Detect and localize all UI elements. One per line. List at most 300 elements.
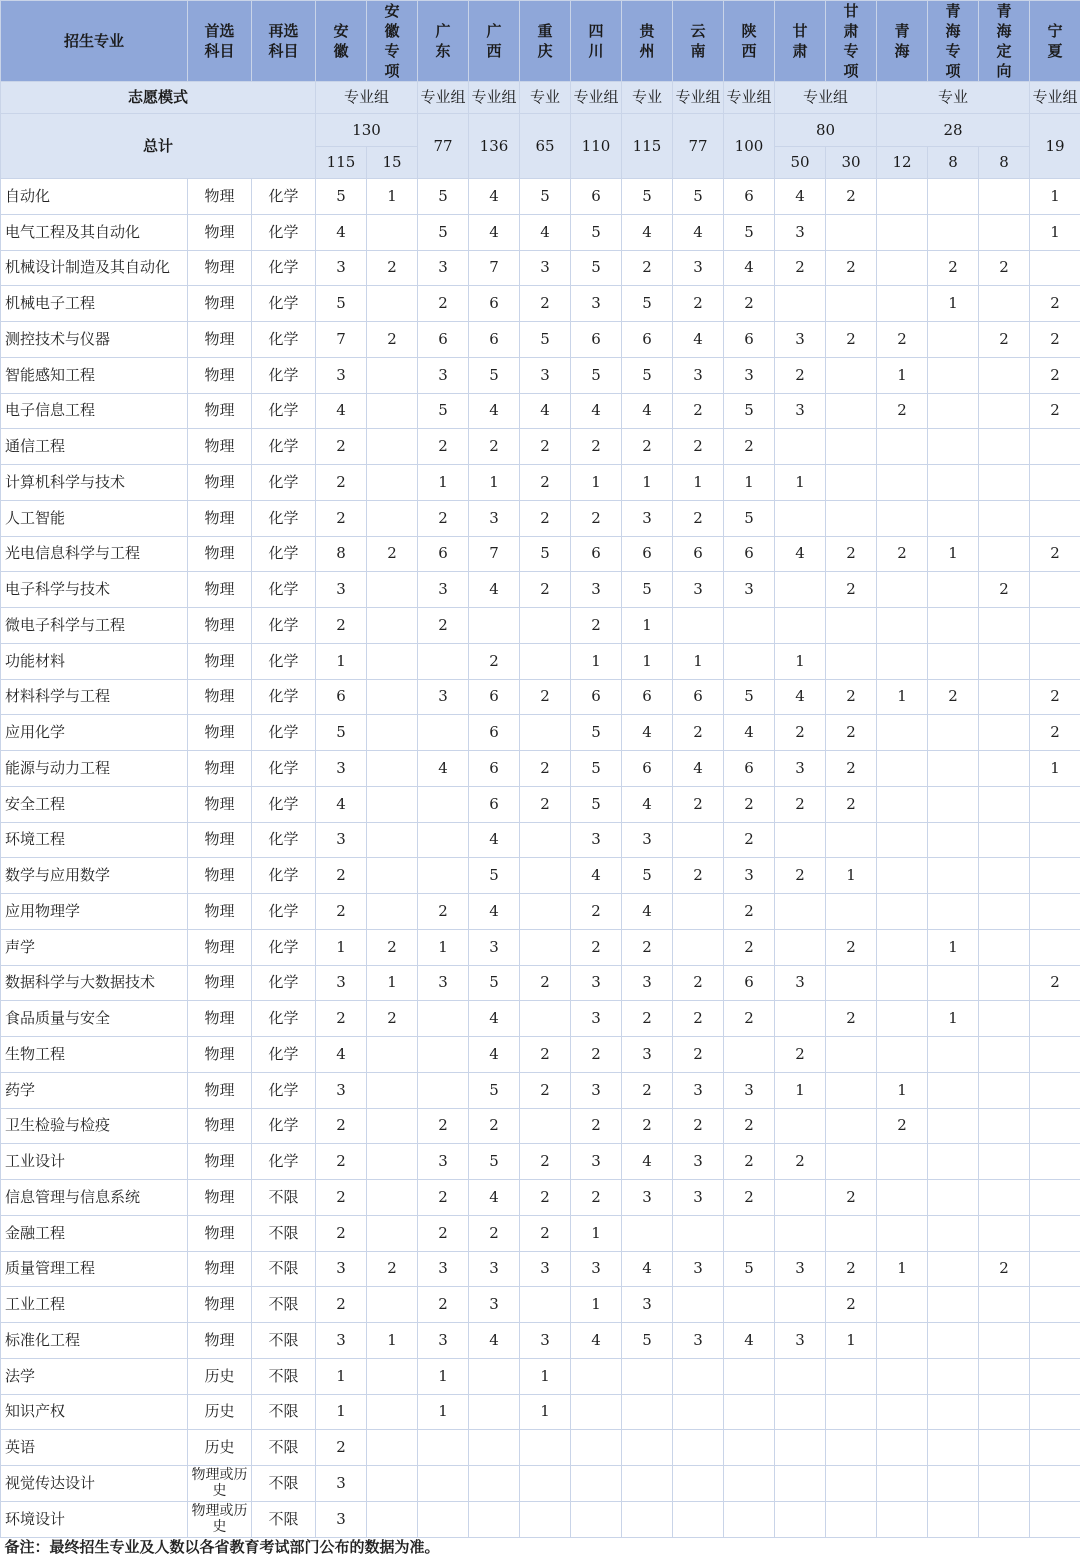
quota-cell: 2 (316, 1180, 367, 1216)
quota-cell: 2 (316, 1430, 367, 1466)
quota-cell: 5 (571, 715, 622, 751)
header-province: 青海专项 (928, 1, 979, 82)
second-subject: 不限 (252, 1466, 316, 1502)
quota-cell: 2 (775, 1037, 826, 1073)
quota-cell: 6 (418, 322, 469, 358)
major-name: 数学与应用数学 (1, 858, 188, 894)
quota-cell: 2 (520, 1215, 571, 1251)
table-row (1, 250, 1080, 286)
quota-cell (826, 1501, 877, 1537)
quota-cell: 2 (979, 322, 1030, 358)
quota-cell (1030, 1251, 1080, 1287)
quota-cell: 3 (775, 322, 826, 358)
total-yunnan: 77 (673, 114, 724, 179)
quota-cell (520, 1501, 571, 1537)
quota-cell: 1 (928, 1001, 979, 1037)
quota-cell (673, 1501, 724, 1537)
quota-cell: 5 (622, 357, 673, 393)
quota-cell: 2 (826, 1180, 877, 1216)
table-row (1, 965, 1080, 1001)
table-row (1, 536, 1080, 572)
quota-cell: 5 (622, 179, 673, 215)
major-name: 测控技术与仪器 (1, 322, 188, 358)
first-subject: 物理 (188, 1144, 252, 1180)
table-body (1, 179, 1080, 1538)
quota-cell: 2 (418, 1180, 469, 1216)
major-name: 英语 (1, 1430, 188, 1466)
quota-cell (928, 1108, 979, 1144)
quota-cell: 2 (316, 1144, 367, 1180)
quota-cell: 4 (316, 214, 367, 250)
quota-cell (367, 214, 418, 250)
quota-cell: 3 (520, 1251, 571, 1287)
quota-cell: 2 (877, 536, 928, 572)
second-subject: 化学 (252, 1037, 316, 1073)
quota-cell (979, 179, 1030, 215)
second-subject: 不限 (252, 1430, 316, 1466)
quota-cell: 4 (571, 858, 622, 894)
quota-cell: 3 (775, 965, 826, 1001)
second-subject: 不限 (252, 1501, 316, 1537)
major-name: 电子信息工程 (1, 393, 188, 429)
quota-cell (673, 1287, 724, 1323)
quota-cell (979, 608, 1030, 644)
first-subject: 物理 (188, 1072, 252, 1108)
quota-cell: 3 (316, 822, 367, 858)
quota-cell (979, 929, 1030, 965)
first-subject: 物理 (188, 929, 252, 965)
quota-cell: 2 (367, 1251, 418, 1287)
first-subject: 物理 (188, 858, 252, 894)
quota-cell (520, 715, 571, 751)
quota-cell: 1 (877, 679, 928, 715)
second-subject: 化学 (252, 465, 316, 501)
quota-cell (826, 1430, 877, 1466)
quota-cell: 3 (775, 393, 826, 429)
quota-cell (775, 608, 826, 644)
quota-cell (775, 1394, 826, 1430)
note-row (1, 1537, 1080, 1557)
quota-cell (877, 894, 928, 930)
quota-cell (877, 1180, 928, 1216)
quota-cell: 3 (418, 679, 469, 715)
quota-cell: 1 (775, 643, 826, 679)
quota-cell: 4 (469, 572, 520, 608)
quota-cell: 1 (622, 465, 673, 501)
quota-cell (724, 1466, 775, 1502)
total-anhui: 115 (316, 147, 367, 179)
quota-cell (877, 858, 928, 894)
major-name: 信息管理与信息系统 (1, 1180, 188, 1216)
quota-cell: 6 (571, 679, 622, 715)
quota-cell: 2 (673, 1037, 724, 1073)
quota-cell: 2 (367, 536, 418, 572)
quota-cell: 2 (826, 1287, 877, 1323)
quota-cell (826, 429, 877, 465)
second-subject: 化学 (252, 572, 316, 608)
table-row (1, 786, 1080, 822)
quota-cell: 2 (418, 500, 469, 536)
quota-cell: 1 (826, 858, 877, 894)
quota-cell (1030, 1430, 1080, 1466)
quota-cell: 4 (775, 679, 826, 715)
quota-cell: 3 (469, 500, 520, 536)
major-name: 法学 (1, 1358, 188, 1394)
mode-cell: 专业组 (724, 82, 775, 114)
quota-cell: 3 (775, 214, 826, 250)
quota-cell: 5 (316, 715, 367, 751)
quota-cell: 2 (316, 858, 367, 894)
quota-cell: 2 (826, 715, 877, 751)
quota-cell (673, 1215, 724, 1251)
quota-cell (1030, 1144, 1080, 1180)
first-subject: 物理 (188, 465, 252, 501)
quota-cell: 3 (622, 500, 673, 536)
table-row (1, 572, 1080, 608)
header-province: 陕西 (724, 1, 775, 82)
total-guizhou: 115 (622, 114, 673, 179)
quota-cell: 5 (469, 965, 520, 1001)
quota-cell: 2 (724, 822, 775, 858)
quota-cell (418, 858, 469, 894)
second-subject: 不限 (252, 1323, 316, 1359)
quota-cell: 5 (622, 572, 673, 608)
quota-cell: 2 (571, 429, 622, 465)
second-subject: 不限 (252, 1394, 316, 1430)
quota-cell: 2 (826, 929, 877, 965)
quota-cell (367, 1180, 418, 1216)
quota-cell: 3 (622, 1180, 673, 1216)
quota-cell: 7 (469, 536, 520, 572)
quota-cell (928, 1466, 979, 1502)
quota-cell: 5 (724, 214, 775, 250)
quota-cell: 2 (622, 1001, 673, 1037)
table-row (1, 500, 1080, 536)
quota-cell: 1 (877, 357, 928, 393)
quota-cell (877, 1144, 928, 1180)
quota-cell: 2 (469, 1215, 520, 1251)
quota-cell: 3 (418, 1323, 469, 1359)
quota-cell: 3 (469, 1251, 520, 1287)
quota-cell: 2 (1030, 357, 1080, 393)
quota-cell (571, 1501, 622, 1537)
quota-cell (877, 1287, 928, 1323)
quota-cell (673, 894, 724, 930)
total-shaanxi: 100 (724, 114, 775, 179)
quota-cell (877, 500, 928, 536)
quota-cell: 3 (520, 357, 571, 393)
quota-cell: 6 (469, 751, 520, 787)
quota-cell (418, 822, 469, 858)
table-row (1, 1037, 1080, 1073)
quota-cell (622, 1358, 673, 1394)
quota-cell: 3 (316, 572, 367, 608)
quota-cell (979, 1358, 1030, 1394)
header-province: 宁夏 (1030, 1, 1080, 82)
table-row (1, 1323, 1080, 1359)
quota-cell: 4 (724, 1323, 775, 1359)
first-subject: 物理 (188, 715, 252, 751)
quota-cell (826, 1466, 877, 1502)
quota-cell: 2 (724, 429, 775, 465)
quota-cell: 6 (571, 179, 622, 215)
quota-cell (418, 1430, 469, 1466)
quota-cell: 5 (724, 393, 775, 429)
quota-cell: 7 (316, 322, 367, 358)
quota-cell (928, 643, 979, 679)
quota-cell (367, 608, 418, 644)
quota-cell (367, 357, 418, 393)
first-subject: 物理 (188, 643, 252, 679)
quota-cell (1030, 250, 1080, 286)
quota-cell (1030, 1501, 1080, 1537)
quota-cell: 3 (622, 822, 673, 858)
quota-cell (1030, 1394, 1080, 1430)
quota-cell: 5 (571, 751, 622, 787)
quota-cell (1030, 608, 1080, 644)
quota-cell (928, 608, 979, 644)
mode-cell: 专业组 (673, 82, 724, 114)
quota-cell (928, 357, 979, 393)
quota-cell: 4 (622, 894, 673, 930)
quota-cell: 5 (469, 1072, 520, 1108)
quota-cell (1030, 1037, 1080, 1073)
totals-label: 总计 (1, 114, 316, 179)
quota-cell: 4 (622, 715, 673, 751)
first-subject: 物理 (188, 429, 252, 465)
quota-cell (826, 608, 877, 644)
quota-cell: 6 (724, 965, 775, 1001)
major-name: 工业工程 (1, 1287, 188, 1323)
quota-cell: 6 (673, 536, 724, 572)
major-name: 环境工程 (1, 822, 188, 858)
second-subject: 化学 (252, 1108, 316, 1144)
quota-cell: 1 (877, 1072, 928, 1108)
quota-cell (979, 429, 1030, 465)
quota-cell (877, 1358, 928, 1394)
quota-cell (673, 1358, 724, 1394)
quota-cell: 2 (520, 429, 571, 465)
quota-cell: 5 (520, 179, 571, 215)
mode-cell: 专业 (877, 82, 1030, 114)
first-subject: 物理 (188, 1037, 252, 1073)
quota-cell: 2 (520, 500, 571, 536)
quota-cell (724, 1358, 775, 1394)
first-subject: 物理 (188, 536, 252, 572)
quota-cell: 5 (724, 679, 775, 715)
header-second-subject: 再选科目 (252, 1, 316, 82)
quota-cell: 2 (826, 572, 877, 608)
second-subject: 化学 (252, 250, 316, 286)
quota-cell (367, 1287, 418, 1323)
quota-cell (979, 786, 1030, 822)
quota-cell: 2 (775, 858, 826, 894)
quota-cell (367, 751, 418, 787)
footnote: 备注：最终招生专业及人数以各省教育考试部门公布的数据为准。 (1, 1537, 1080, 1557)
quota-cell (877, 1466, 928, 1502)
quota-cell: 5 (418, 214, 469, 250)
quota-cell: 6 (673, 679, 724, 715)
second-subject: 不限 (252, 1180, 316, 1216)
quota-cell (979, 1037, 1030, 1073)
quota-cell: 3 (418, 965, 469, 1001)
quota-cell (877, 1037, 928, 1073)
quota-cell: 1 (367, 965, 418, 1001)
major-name: 生物工程 (1, 1037, 188, 1073)
quota-cell: 3 (571, 822, 622, 858)
quota-cell (877, 465, 928, 501)
quota-cell: 1 (316, 929, 367, 965)
quota-cell (979, 1287, 1030, 1323)
quota-cell: 1 (1030, 214, 1080, 250)
quota-cell (979, 1108, 1030, 1144)
quota-cell (979, 1180, 1030, 1216)
header-major: 招生专业 (1, 1, 188, 82)
quota-cell: 1 (571, 1215, 622, 1251)
quota-cell (520, 894, 571, 930)
major-name: 应用物理学 (1, 894, 188, 930)
quota-cell (877, 429, 928, 465)
quota-cell: 6 (571, 536, 622, 572)
quota-cell: 3 (316, 965, 367, 1001)
quota-cell (928, 572, 979, 608)
quota-cell (520, 643, 571, 679)
quota-cell: 1 (622, 608, 673, 644)
quota-cell: 2 (775, 715, 826, 751)
table-row (1, 393, 1080, 429)
table-row (1, 1072, 1080, 1108)
quota-cell (367, 286, 418, 322)
quota-cell: 2 (571, 500, 622, 536)
first-subject: 物理 (188, 214, 252, 250)
quota-cell: 2 (724, 1001, 775, 1037)
quota-cell: 2 (520, 286, 571, 322)
quota-cell: 5 (469, 858, 520, 894)
quota-cell: 4 (469, 1001, 520, 1037)
first-subject: 物理 (188, 1323, 252, 1359)
table-row (1, 894, 1080, 930)
quota-cell (724, 1394, 775, 1430)
quota-cell: 2 (316, 500, 367, 536)
major-name: 机械电子工程 (1, 286, 188, 322)
mode-row (1, 82, 1080, 114)
quota-cell (928, 1394, 979, 1430)
quota-cell (775, 429, 826, 465)
quota-cell (1030, 1287, 1080, 1323)
quota-cell: 2 (673, 500, 724, 536)
quota-cell (826, 1072, 877, 1108)
quota-cell (520, 822, 571, 858)
quota-cell (571, 1466, 622, 1502)
quota-cell (367, 1037, 418, 1073)
header-province: 青海定向 (979, 1, 1030, 82)
quota-cell (826, 643, 877, 679)
quota-cell: 2 (622, 1108, 673, 1144)
major-name: 光电信息科学与工程 (1, 536, 188, 572)
mode-cell: 专业组 (1030, 82, 1080, 114)
major-name: 功能材料 (1, 643, 188, 679)
quota-cell: 3 (775, 1323, 826, 1359)
quota-cell (418, 1072, 469, 1108)
first-subject: 物理或历史 (188, 1466, 252, 1502)
quota-cell (979, 536, 1030, 572)
quota-cell (367, 500, 418, 536)
quota-cell: 2 (520, 751, 571, 787)
table-row (1, 1144, 1080, 1180)
quota-cell: 2 (520, 679, 571, 715)
quota-cell: 2 (520, 786, 571, 822)
quota-cell (877, 1215, 928, 1251)
quota-cell (1030, 786, 1080, 822)
quota-cell: 4 (622, 214, 673, 250)
quota-cell: 2 (316, 608, 367, 644)
quota-cell: 3 (571, 1072, 622, 1108)
quota-cell: 5 (724, 1251, 775, 1287)
quota-cell: 6 (316, 679, 367, 715)
quota-cell: 2 (673, 858, 724, 894)
second-subject: 化学 (252, 393, 316, 429)
quota-cell (367, 715, 418, 751)
quota-cell (469, 1466, 520, 1502)
quota-cell (724, 643, 775, 679)
first-subject: 物理 (188, 286, 252, 322)
quota-cell: 4 (622, 786, 673, 822)
major-name: 药学 (1, 1072, 188, 1108)
quota-cell (367, 393, 418, 429)
quota-cell: 3 (775, 751, 826, 787)
quota-cell (928, 1287, 979, 1323)
quota-cell: 3 (316, 250, 367, 286)
quota-cell (520, 1287, 571, 1323)
quota-cell: 4 (571, 1323, 622, 1359)
header-province: 广西 (469, 1, 520, 82)
table-row (1, 214, 1080, 250)
quota-cell: 2 (316, 465, 367, 501)
quota-cell (979, 822, 1030, 858)
quota-cell: 6 (724, 536, 775, 572)
quota-cell (928, 214, 979, 250)
quota-cell (1030, 1180, 1080, 1216)
first-subject: 物理 (188, 1215, 252, 1251)
second-subject: 化学 (252, 608, 316, 644)
quota-cell (979, 894, 1030, 930)
mode-cell: 专业组 (418, 82, 469, 114)
quota-cell: 4 (316, 393, 367, 429)
quota-cell: 5 (622, 1323, 673, 1359)
quota-cell (826, 393, 877, 429)
first-subject: 历史 (188, 1358, 252, 1394)
quota-cell (979, 500, 1030, 536)
quota-cell: 4 (673, 214, 724, 250)
quota-cell: 2 (1030, 393, 1080, 429)
quota-cell (928, 751, 979, 787)
quota-cell (826, 894, 877, 930)
quota-cell (877, 929, 928, 965)
first-subject: 物理 (188, 679, 252, 715)
quota-cell (877, 715, 928, 751)
quota-cell (979, 1001, 1030, 1037)
table-row (1, 679, 1080, 715)
quota-cell: 6 (469, 786, 520, 822)
table-row (1, 822, 1080, 858)
quota-cell: 2 (673, 786, 724, 822)
quota-cell: 1 (418, 465, 469, 501)
quota-cell (877, 1430, 928, 1466)
quota-cell (775, 1501, 826, 1537)
quota-cell (826, 214, 877, 250)
quota-cell: 6 (724, 751, 775, 787)
quota-cell: 6 (622, 536, 673, 572)
